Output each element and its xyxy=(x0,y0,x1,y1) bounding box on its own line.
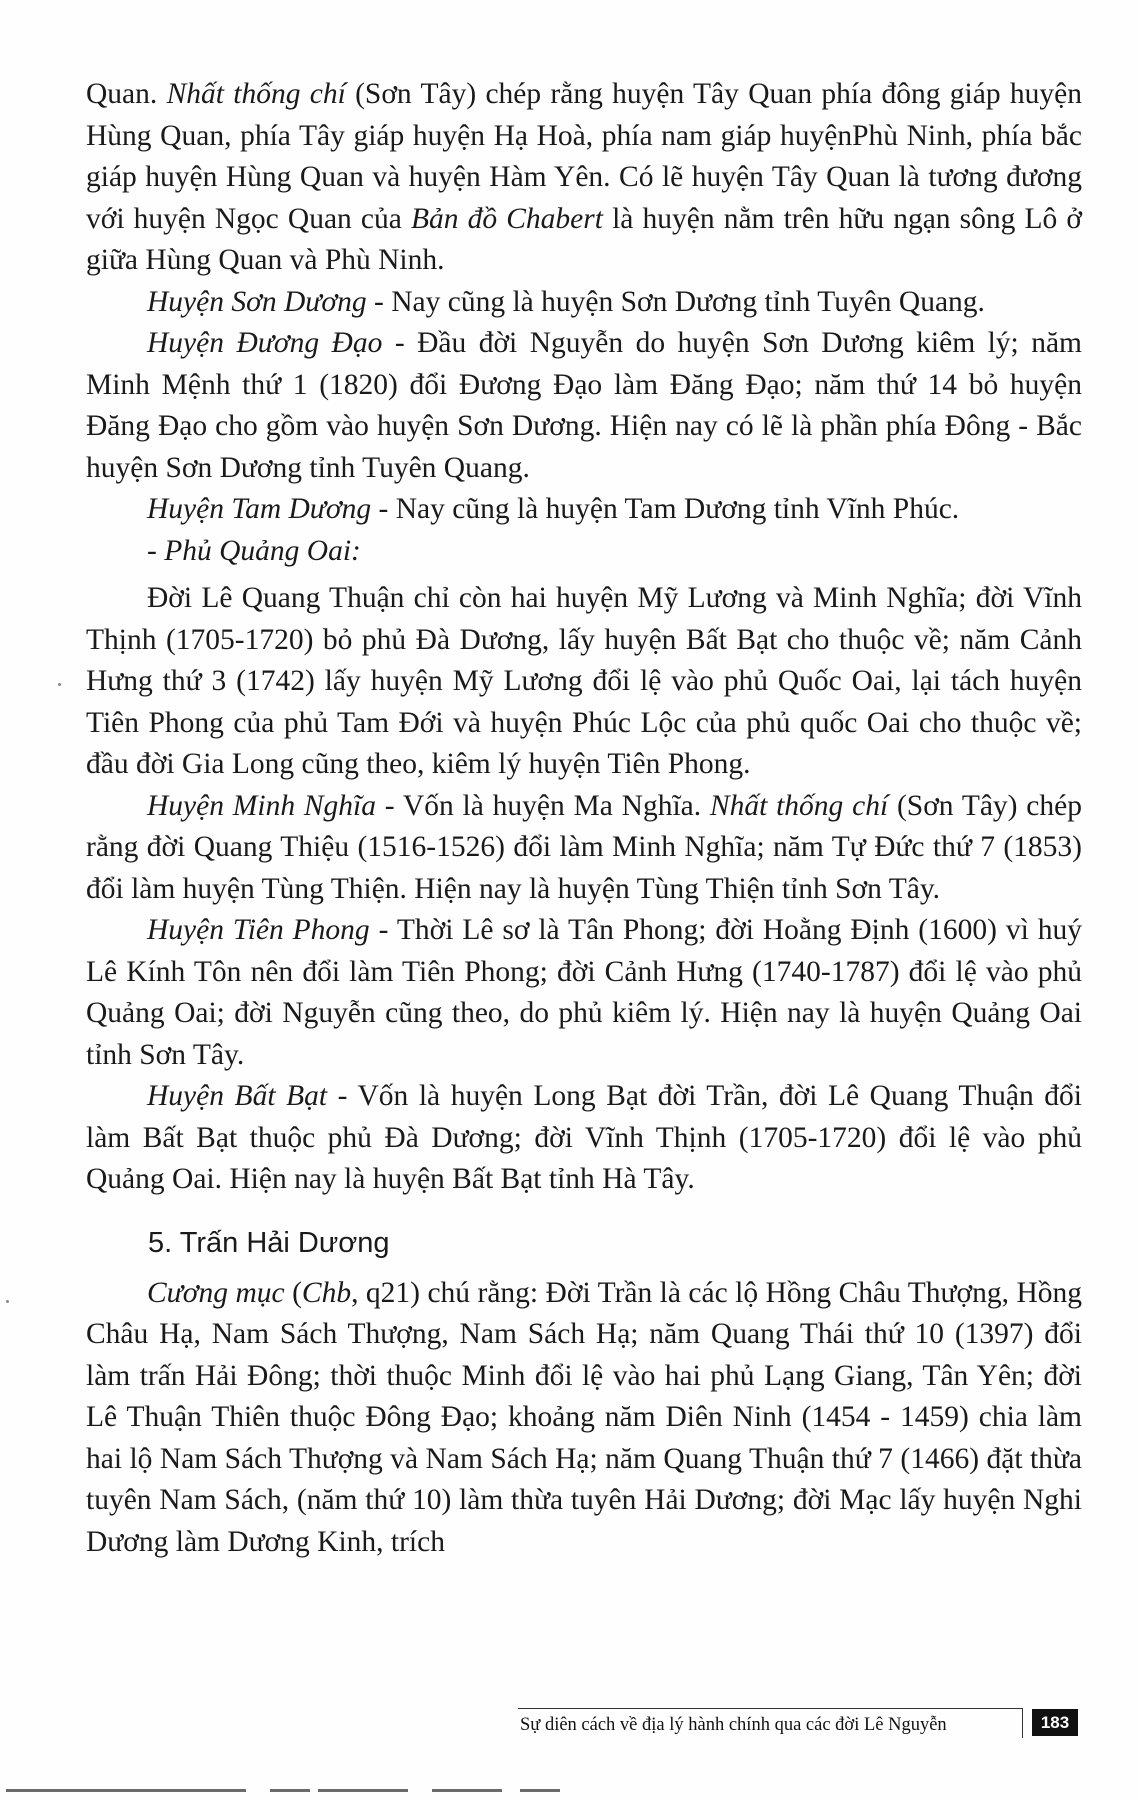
text-run: - Nay cũng là huyện Sơn Dương tỉnh Tuyên Quang. xyxy=(366,285,985,318)
italic-term: - Phủ Quảng Oai: xyxy=(147,534,361,567)
italic-term: Bản đồ Chabert xyxy=(410,202,603,235)
text-run: Quan. xyxy=(86,78,167,110)
scan-speck xyxy=(58,683,61,686)
italic-term: Huyện Bất Bạt xyxy=(147,1080,328,1112)
paragraph xyxy=(86,786,1082,911)
text-run: - Vốn là huyện Ma Nghĩa. xyxy=(376,789,710,822)
scan-speck xyxy=(6,1300,9,1303)
footer-rule xyxy=(518,1708,1022,1709)
paragraph xyxy=(86,74,1082,282)
italic-term: Huyện Đương Đạo xyxy=(147,327,383,359)
text-run: (Sơn Tây) chép rằng huyện Tây Quan phía đông giáp huyện Hùng Quan, phía Tây giáp huyện Hạ Hoà, phía nam giáp huyệnPhù Ninh, phía bắc giáp huyện Hùng Quan và huyện Hàm Yên. Có lẽ huyện Tây Quan là tương đương với huyện Ngọc Quan của xyxy=(86,78,1082,235)
paragraph xyxy=(86,531,1082,573)
paragraph xyxy=(86,323,1082,489)
text-run: - Thời Lê sơ là Tân Phong; đời Hoằng Định (1600) vì huý Lê Kính Tôn nên đổi làm Tiên Phong; đời Cảnh Hưng (1740-1787) đổi lệ vào phủ Quảng Oai; đời Nguyễn cũng theo, do phủ kiêm lý. Hiện nay là huyện Quảng Oai tỉnh Sơn Tây. xyxy=(86,914,1082,1071)
paragraph xyxy=(86,489,1082,531)
paragraph xyxy=(86,1076,1082,1201)
text-run: Đời Lê Quang Thuận chỉ còn hai huyện Mỹ Lương và Minh Nghĩa; đời Vĩnh Thịnh (1705-1720) bỏ phủ Đà Dương, lấy huyện Bất Bạt cho thuộc về; năm Cảnh Hưng thứ 3 (1742) lấy huyện Mỹ Lương đổi lệ vào phủ Quốc Oai, lại tách huyện Tiên Phong của phủ Tam Đới và huyện Phúc Lộc của phủ quốc Oai cho thuộc về; đầu đời Gia Long cũng theo, kiêm lý huyện Tiên Phong. xyxy=(86,582,1082,780)
italic-term: Cương mục xyxy=(147,1276,285,1309)
italic-term: Nhất thống chí xyxy=(166,78,346,110)
page-number: 183 xyxy=(1032,1709,1078,1736)
page-footer xyxy=(518,1708,1084,1742)
italic-term: Nhất thống chí xyxy=(709,789,889,822)
text-run: ( xyxy=(284,1276,302,1309)
paragraph xyxy=(86,282,1082,324)
running-title: Sự diên cách về địa lý hành chính qua các đời Lê Nguyễn xyxy=(520,1715,947,1735)
text-run: (Sơn Tây) chép rằng đời Quang Thiệu (1516-1526) đổi làm Minh Nghĩa; năm Tự Đức thứ 7 (1853) đổi làm huyện Tùng Thiện. Hiện nay là huyện Tùng Thiện tỉnh Sơn Tây. xyxy=(86,789,1082,905)
text-run: là huyện nằm trên hữu ngạn sông Lô ở giữa Hùng Quan và Phù Ninh. xyxy=(86,202,1083,276)
book-page xyxy=(86,74,1082,1563)
italic-term: Huyện Tam Dương xyxy=(147,493,372,525)
text-run: - Vốn là huyện Long Bạt đời Trần, đời Lê Quang Thuận đổi làm Bất Bạt thuộc phủ Đà Dương; đời Vĩnh Thịnh (1705-1720) đổi lệ vào phủ Quảng Oai. Hiện nay là huyện Bất Bạt tỉnh Hà Tây. xyxy=(86,1080,1082,1195)
section-heading: 5. Trấn Hải Dương xyxy=(148,1226,390,1259)
text-run: , q21) chú rằng: Đời Trần là các lộ Hồng Châu Thượng, Hồng Châu Hạ, Nam Sách Thượng, Nam Sách Hạ; năm Quang Thái thứ 10 (1397) đổi làm trấn Hải Đông; thời thuộc Minh đổi lệ vào hai phủ Lạng Giang, Tân Yên; đời Lê Thuận Thiên thuộc Đông Đạo; khoảng năm Diên Ninh (1454 - 1459) chia làm hai lộ Nam Sách Thượng và Nam Sách Hạ; năm Quang Thuận thứ 7 (1466) đặt thừa tuyên Nam Sách, (năm thứ 10) làm thừa tuyên Hải Dương; đời Mạc lấy huyện Nghi Dương làm Dương Kinh, trích xyxy=(86,1276,1082,1558)
body-text xyxy=(86,74,1082,1201)
paragraph xyxy=(86,578,1082,786)
italic-term: Huyện Tiên Phong xyxy=(147,914,370,946)
text-run: - Đầu đời Nguyễn do huyện Sơn Dương kiêm lý; năm Minh Mệnh thứ 1 (1820) đổi Đương Đạo làm Đăng Đạo; năm thứ 14 bỏ huyện Đăng Đạo cho gồm vào huyện Sơn Dương. Hiện nay có lẽ là phần phía Đông - Bắc huyện Sơn Dương tỉnh Tuyên Quang. xyxy=(86,327,1082,484)
text-run: - Nay cũng là huyện Tam Dương tỉnh Vĩnh Phúc. xyxy=(371,493,960,525)
italic-term: Chb xyxy=(301,1276,352,1309)
italic-term: Huyện Minh Nghĩa xyxy=(147,789,376,822)
italic-term: Huyện Sơn Dương xyxy=(147,285,367,318)
section-body-text xyxy=(86,1273,1082,1564)
paragraph xyxy=(86,1273,1082,1564)
footer-divider xyxy=(1022,1708,1023,1738)
paragraph xyxy=(86,910,1082,1076)
scan-edge-marks xyxy=(0,1789,1138,1795)
